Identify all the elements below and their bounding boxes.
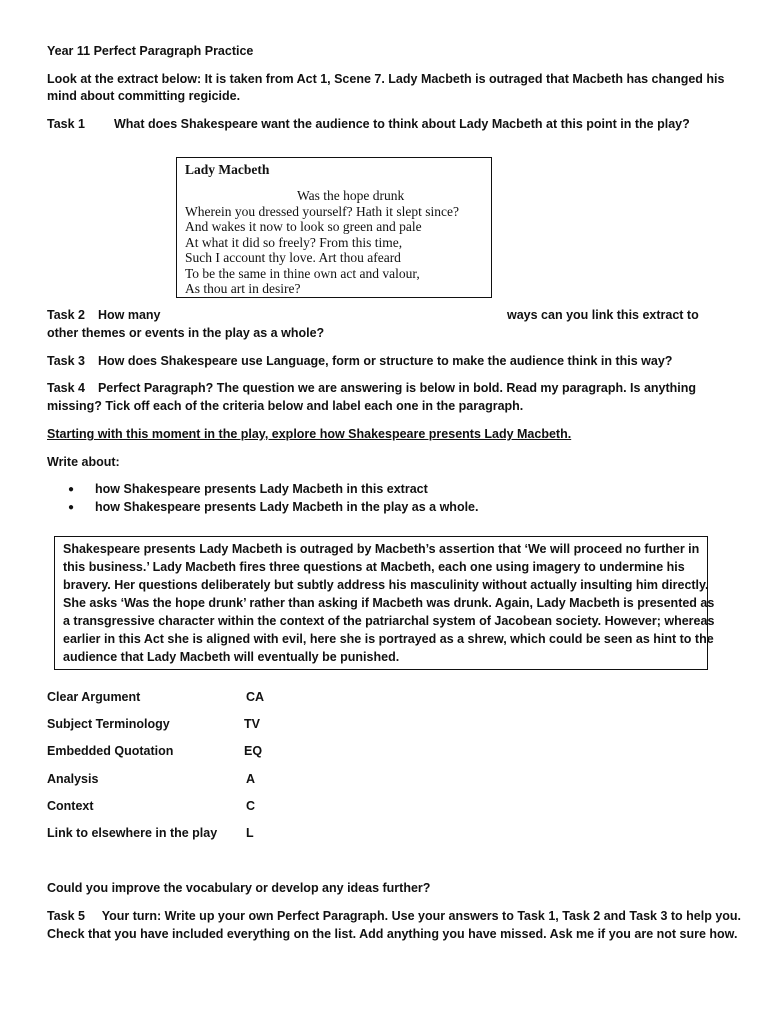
task4-text-b: missing? Tick off each of the criteria below and label each one in the paragraph. (47, 399, 524, 413)
paragraph-line: earlier in this Act she is aligned with evil, here she is portrayed as a shrew, which could be seen as hint to the (63, 632, 714, 646)
extract-line: And wakes it now to look so green and pale (185, 219, 422, 234)
criteria-label: Analysis (47, 772, 99, 786)
criteria-label: Clear Argument (47, 690, 141, 704)
task2 (47, 307, 160, 324)
task5 (47, 908, 741, 925)
essay-question: Starting with this moment in the play, explore how Shakespeare presents Lady Macbeth. (47, 427, 572, 441)
task5-label: Task 5 (47, 909, 85, 923)
extract-line: Wherein you dressed yourself? Hath it slept since? (185, 204, 460, 219)
bullet-text: how Shakespeare presents Lady Macbeth in the play as a whole. (95, 500, 479, 514)
task1-label: Task 1 (47, 117, 85, 131)
extract-line: Was the hope drunk (297, 188, 405, 203)
criteria-code: L (246, 826, 254, 840)
task4-text-a: Perfect Paragraph? The question we are answering is below in bold. Read my paragraph. Is anything (97, 381, 697, 395)
criteria-code: C (246, 799, 256, 813)
extract-line: To be the same in thine own act and valour, (185, 266, 420, 281)
criteria-label: Embedded Quotation (47, 744, 174, 758)
intro-line-2: mind about committing regicide. (47, 89, 241, 103)
page-title: Year 11 Perfect Paragraph Practice (47, 44, 254, 58)
extract-line: At what it did so freely? From this time, (185, 235, 403, 250)
bullet-dot-icon: ● (68, 502, 75, 513)
paragraph-line: bravery. Her questions deliberately but subtly address his masculinity without actually insulting him directly. (63, 578, 709, 592)
task5-text-b: Check that you have included everything on the list. Add anything you have missed. Ask me if you are not sure how. (47, 927, 738, 941)
extract-speaker: Lady Macbeth (185, 162, 270, 177)
extract-line: As thou art in desire? (185, 281, 301, 296)
bullet-text: how Shakespeare presents Lady Macbeth in this extract (95, 482, 428, 496)
write-about-label: Write about: (47, 455, 120, 469)
bullet-item (68, 481, 428, 498)
paragraph-line: audience that Lady Macbeth will eventually be punished. (63, 650, 400, 664)
task3-label: Task 3 (47, 354, 85, 368)
improve-prompt: Could you improve the vocabulary or develop any ideas further? (47, 881, 431, 895)
task1 (47, 116, 690, 133)
intro-line-1: Look at the extract below: It is taken from Act 1, Scene 7. Lady Macbeth is outraged that Macbeth has changed his (47, 72, 725, 86)
task2-text-b: ways can you link this extract to (507, 308, 699, 322)
bullet-item (68, 499, 478, 516)
paragraph-line: She asks ‘Was the hope drunk’ rather than asking if Macbeth was drunk. Again, Lady Macbeth is presented as (63, 596, 715, 610)
bullet-dot-icon: ● (68, 484, 75, 495)
criteria-code: A (246, 772, 256, 786)
task1-text: What does Shakespeare want the audience to think about Lady Macbeth at this point in the play? (113, 117, 690, 131)
model-paragraph-box (54, 536, 715, 670)
criteria-code: TV (244, 717, 260, 731)
task5-text-a: Your turn: Write up your own Perfect Paragraph. Use your answers to Task 1, Task 2 and Task 3 to help you. (101, 909, 742, 923)
paragraph-line: Shakespeare presents Lady Macbeth is outraged by Macbeth’s assertion that ‘We will proceed no further in (63, 542, 700, 556)
criteria-label: Link to elsewhere in the play (47, 826, 218, 840)
extract-box (176, 157, 492, 298)
task2-text-a: How many (97, 308, 161, 322)
paragraph-line: a transgressive character within the context of the patriarchal system of Jacobean society. However; whereas (63, 614, 715, 628)
task3-text: How does Shakespeare use Language, form or structure to make the audience think in this way? (97, 354, 673, 368)
criteria-label: Subject Terminology (47, 717, 170, 731)
task3 (47, 353, 672, 370)
paragraph-line: this business.’ Lady Macbeth fires three questions at Macbeth, each one using imagery to undermine his (63, 560, 685, 574)
task4-label: Task 4 (47, 381, 85, 395)
criteria-code: CA (246, 690, 265, 704)
extract-line: Such I account thy love. Art thou afeard (185, 250, 401, 265)
criteria-label: Context (47, 799, 94, 813)
criteria-code: EQ (244, 744, 263, 758)
task2-label: Task 2 (47, 308, 85, 322)
task4 (47, 380, 696, 397)
task2-text-c: other themes or events in the play as a whole? (47, 326, 325, 340)
